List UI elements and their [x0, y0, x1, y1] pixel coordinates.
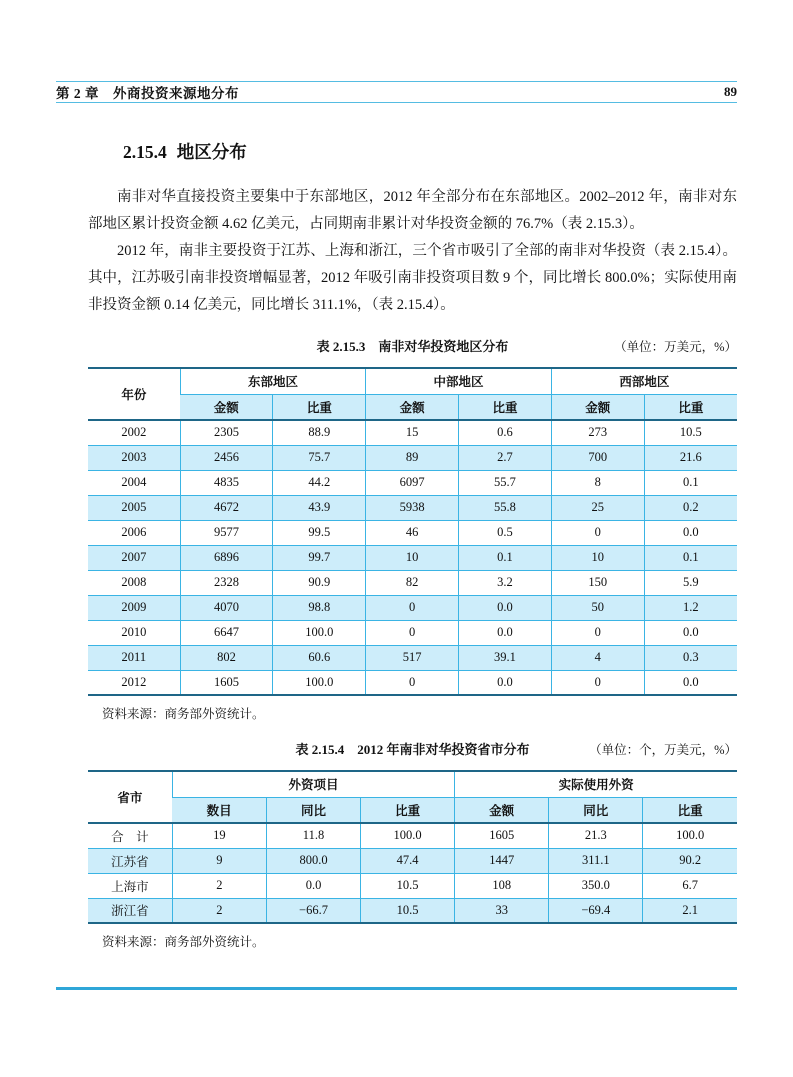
- table-cell: 0.0: [644, 620, 737, 645]
- table-cell: 0.0: [459, 620, 552, 645]
- sub-header-cell: 金额: [180, 394, 273, 420]
- sub-header-cell: 同比: [549, 797, 643, 823]
- table-cell: 100.0: [273, 670, 366, 695]
- table-cell: 19: [172, 823, 266, 848]
- sub-header-cell: 比重: [459, 394, 552, 420]
- paragraph-2: 2012 年，南非主要投资于江苏、上海和浙江，三个省市吸引了全部的南非对华投资（表 2.15.4）。其中，江苏吸引南非投资增幅显著，2012 年吸引南非投资项目数 9 个，同比增长 800.0%；实际使用南非投资金额 0.14 亿美元，同比增长 311.1%，（表 2.15.4）。: [88, 243, 737, 313]
- table-cell: 0: [366, 670, 459, 695]
- section-number: 2.15.4: [123, 142, 167, 162]
- table-cell: 9577: [180, 520, 273, 545]
- table-row: [88, 620, 737, 645]
- table-cell: 0: [551, 670, 644, 695]
- table-row: [88, 645, 737, 670]
- row-header-cell: 2005: [121, 500, 147, 514]
- table-cell: 10.5: [644, 420, 737, 445]
- sub-header-cell: 数目: [172, 797, 266, 823]
- table-cell: 4: [551, 645, 644, 670]
- table-cell: 0.0: [644, 670, 737, 695]
- group-header-cell: 西部地区: [551, 368, 737, 394]
- table-cell: 1605: [180, 670, 273, 695]
- table-cell: 89: [366, 445, 459, 470]
- table-cell: 99.5: [273, 520, 366, 545]
- table-cell: 0: [551, 620, 644, 645]
- table-cell: 100.0: [643, 823, 737, 848]
- data-table: [88, 770, 737, 924]
- table-row: [88, 595, 737, 620]
- table-cell: 98.8: [273, 595, 366, 620]
- row-header-cell: 2007: [121, 550, 147, 564]
- table-cell: 0.1: [644, 545, 737, 570]
- table-cell: 15: [366, 420, 459, 445]
- table-cell: 0.0: [459, 670, 552, 695]
- table-cell: 6896: [180, 545, 273, 570]
- data-table: [88, 367, 737, 696]
- table-cell: 273: [551, 420, 644, 445]
- table-caption-row: [88, 739, 737, 758]
- table-caption: 表 2.15.4 2012 年南非对华投资省市分布: [295, 742, 530, 757]
- table-row: [88, 445, 737, 470]
- section-title: 地区分布: [176, 142, 247, 162]
- table-cell: 50: [551, 595, 644, 620]
- table-cell: 2: [172, 898, 266, 923]
- table-cell: 802: [180, 645, 273, 670]
- table-cell: 8: [551, 470, 644, 495]
- sub-header-cell: 金额: [551, 394, 644, 420]
- table-cell: 4672: [180, 495, 273, 520]
- table-cell: 2456: [180, 445, 273, 470]
- table-cell: 47.4: [361, 848, 455, 873]
- group-header-cell: 东部地区: [180, 368, 366, 394]
- table-row: [88, 898, 737, 923]
- table-cell: 44.2: [273, 470, 366, 495]
- table-cell: 11.8: [266, 823, 360, 848]
- table-cell: 39.1: [459, 645, 552, 670]
- table-cell: 350.0: [549, 873, 643, 898]
- table-cell: 6.7: [643, 873, 737, 898]
- page-number: 89: [724, 84, 737, 99]
- page-content: [88, 103, 737, 964]
- table-cell: 90.9: [273, 570, 366, 595]
- table-cell: 0: [551, 520, 644, 545]
- chapter-title: 第 2 章 外商投资来源地分布: [56, 86, 239, 101]
- table-cell: 43.9: [273, 495, 366, 520]
- table-row: [88, 470, 737, 495]
- table-cell: 800.0: [266, 848, 360, 873]
- section-heading: [123, 139, 737, 164]
- row-header-cell: 合 计: [111, 829, 149, 844]
- row-header-cell: 2009: [121, 600, 147, 614]
- table-cell: 10.5: [361, 898, 455, 923]
- table-cell: 2.7: [459, 445, 552, 470]
- row-header-cell: 2012: [121, 674, 147, 689]
- table-cell: 6647: [180, 620, 273, 645]
- sub-header-cell: 金额: [455, 797, 549, 823]
- table-cell: 10: [551, 545, 644, 570]
- paragraph-1: 南非对华直接投资主要集中于东部地区，2012 年全部分布在东部地区。2002–2012 年，南非对东部地区累计投资金额 4.62 亿美元，占同期南非累计对华投资金额的 76.7%（表 2.15.3）。: [88, 189, 737, 232]
- table-cell: 4835: [180, 470, 273, 495]
- table-caption: 表 2.15.3 南非对华投资地区分布: [316, 339, 509, 354]
- table-cell: 6097: [366, 470, 459, 495]
- table-cell: 0.3: [644, 645, 737, 670]
- row-header-cell: 2010: [121, 625, 147, 639]
- table-cell: 55.8: [459, 495, 552, 520]
- table-cell: 1.2: [644, 595, 737, 620]
- row-header-cell: 2003: [121, 450, 147, 464]
- table-cell: 33: [455, 898, 549, 923]
- table-cell: 150: [551, 570, 644, 595]
- table-cell: −66.7: [266, 898, 360, 923]
- table-cell: 311.1: [549, 848, 643, 873]
- table-row: [88, 520, 737, 545]
- table-cell: 700: [551, 445, 644, 470]
- row-header-cell: 江苏省: [111, 854, 149, 869]
- table-block: [88, 336, 737, 722]
- row-header-cell: 浙江省: [111, 904, 149, 919]
- table-cell: 0: [366, 595, 459, 620]
- table-cell: 100.0: [361, 823, 455, 848]
- source-note: 资料来源：商务部外资统计。: [102, 707, 265, 721]
- row-header-cell: 2008: [121, 575, 147, 589]
- table-cell: 21.6: [644, 445, 737, 470]
- table-cell: 90.2: [643, 848, 737, 873]
- table-cell: 46: [366, 520, 459, 545]
- sub-header-cell: 比重: [361, 797, 455, 823]
- table-cell: 3.2: [459, 570, 552, 595]
- table-cell: 2305: [180, 420, 273, 445]
- table-cell: 2: [172, 873, 266, 898]
- table-cell: 0.2: [644, 495, 737, 520]
- table-cell: 0.6: [459, 420, 552, 445]
- table-row: [88, 495, 737, 520]
- sub-header-cell: 同比: [266, 797, 360, 823]
- table-cell: 9: [172, 848, 266, 873]
- corner-header-cell: 年份: [88, 368, 180, 420]
- table-row: [88, 545, 737, 570]
- row-header-cell: 2011: [121, 650, 147, 664]
- source-note: 资料来源：商务部外资统计。: [102, 935, 265, 949]
- row-header-cell: 2002: [121, 425, 147, 440]
- table-row: [88, 873, 737, 898]
- table-cell: 100.0: [273, 620, 366, 645]
- table-cell: 0.5: [459, 520, 552, 545]
- sub-header-cell: 比重: [644, 394, 737, 420]
- group-header-cell: 实际使用外资: [455, 771, 737, 797]
- table-cell: 99.7: [273, 545, 366, 570]
- table-cell: 10: [366, 545, 459, 570]
- table-cell: 10.5: [361, 873, 455, 898]
- group-header-cell: 外资项目: [172, 771, 454, 797]
- table-cell: 88.9: [273, 420, 366, 445]
- table-cell: 0.0: [459, 595, 552, 620]
- table-cell: 0.1: [644, 470, 737, 495]
- table-cell: 1447: [455, 848, 549, 873]
- table-unit-label: （单位：个，万美元，%）: [589, 742, 737, 757]
- table-row: [88, 823, 737, 848]
- table-cell: 82: [366, 570, 459, 595]
- tables-container: [88, 336, 737, 950]
- table-cell: 0.1: [459, 545, 552, 570]
- table-cell: 517: [366, 645, 459, 670]
- sub-header-cell: 比重: [273, 394, 366, 420]
- table-row: [88, 848, 737, 873]
- page-header: [56, 81, 737, 103]
- row-header-cell: 2006: [121, 525, 147, 539]
- sub-header-cell: 比重: [643, 797, 737, 823]
- table-cell: 5938: [366, 495, 459, 520]
- row-header-cell: 2004: [121, 475, 147, 489]
- table-cell: 2328: [180, 570, 273, 595]
- table-cell: 25: [551, 495, 644, 520]
- table-unit-label: （单位：万美元，%）: [614, 339, 737, 354]
- table-row: [88, 670, 737, 695]
- table-cell: 0.0: [266, 873, 360, 898]
- table-cell: 1605: [455, 823, 549, 848]
- table-cell: 55.7: [459, 470, 552, 495]
- table-cell: 75.7: [273, 445, 366, 470]
- table-cell: 0: [366, 620, 459, 645]
- group-header-cell: 中部地区: [366, 368, 552, 394]
- table-row: [88, 570, 737, 595]
- table-cell: 21.3: [549, 823, 643, 848]
- table-cell: 5.9: [644, 570, 737, 595]
- table-caption-row: [88, 336, 737, 355]
- row-header-cell: 上海市: [111, 879, 149, 894]
- corner-header-cell: 省市: [88, 771, 172, 823]
- table-cell: 60.6: [273, 645, 366, 670]
- footer-rule: [56, 987, 737, 990]
- table-cell: −69.4: [549, 898, 643, 923]
- table-cell: 108: [455, 873, 549, 898]
- table-cell: 0.0: [644, 520, 737, 545]
- table-cell: 2.1: [643, 898, 737, 923]
- sub-header-cell: 金额: [366, 394, 459, 420]
- table-cell: 4070: [180, 595, 273, 620]
- table-row: [88, 420, 737, 445]
- table-block: [88, 739, 737, 950]
